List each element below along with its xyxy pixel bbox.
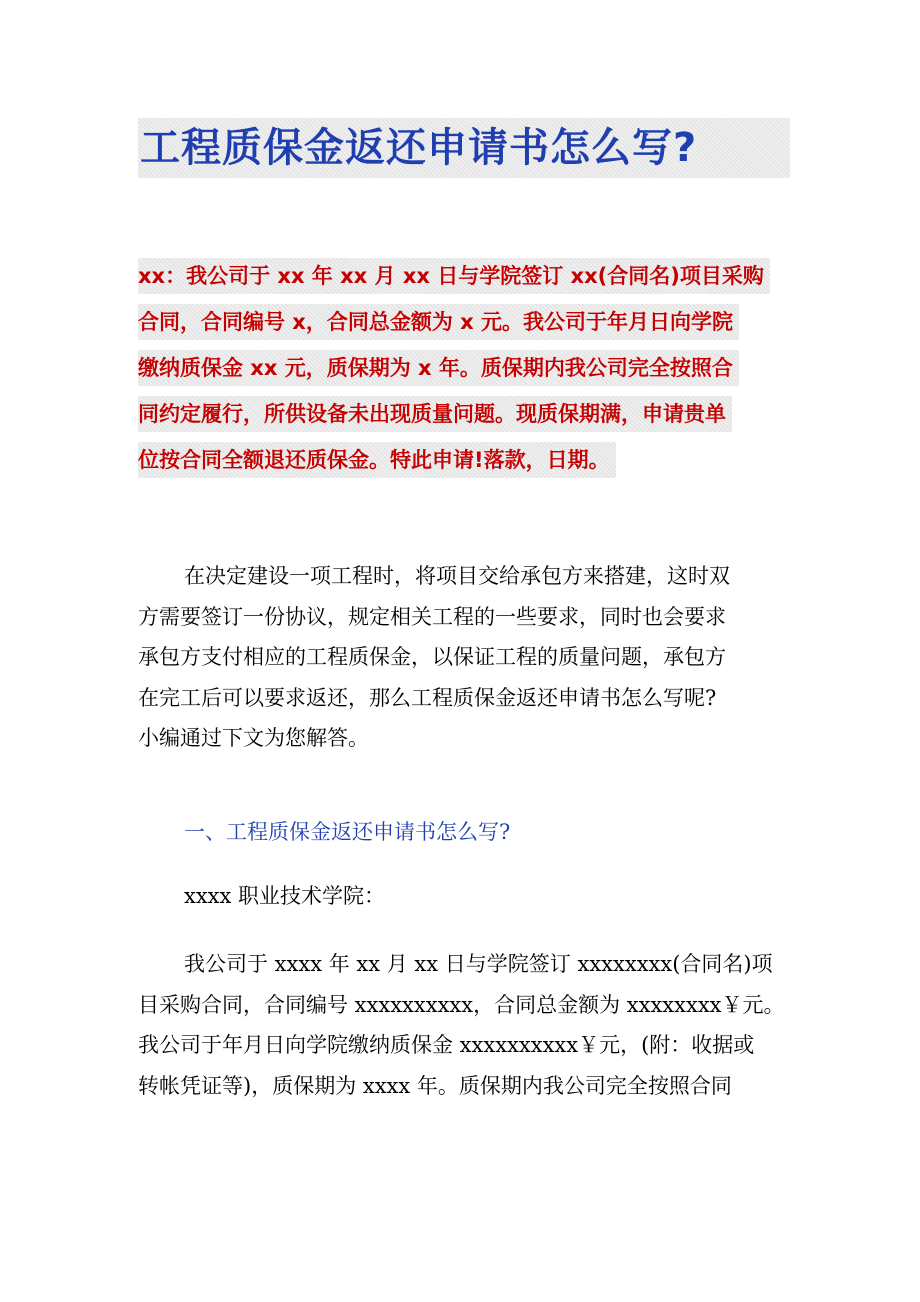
document-title: 工程质保金返还申请书怎么写? xyxy=(140,125,698,171)
summary-line: 合同，合同编号 x，合同总金额为 x 元。我公司于年月日向学院 xyxy=(138,304,739,340)
section-heading: 一、工程质保金返还申请书怎么写? xyxy=(184,820,511,844)
summary-line: 缴纳质保金 xx 元，质保期为 x 年。质保期内我公司完全按照合 xyxy=(138,350,739,386)
summary-paragraph xyxy=(138,258,770,488)
intro-line: 在决定建设一项工程时，将项目交给承包方来搭建，这时双 xyxy=(184,564,730,588)
intro-line: 在完工后可以要求返还，那么工程质保金返还申请书怎么写呢? xyxy=(138,685,717,710)
letter-line: 我公司于 xxxx 年 xx 月 xx 日与学院签订 xxxxxxxx(合同名)项 xyxy=(184,952,773,976)
summary-line: 位按合同全额退还质保金。特此申请!落款，日期。 xyxy=(138,442,616,478)
intro-line: 方需要签订一份协议，规定相关工程的一些要求，同时也会要求 xyxy=(138,604,726,629)
intro-line: 承包方支付相应的工程质保金，以保证工程的质量问题，承包方 xyxy=(138,645,726,669)
letter-line: 转帐凭证等)，质保期为 xxxx 年。质保期内我公司完全按照合同 xyxy=(138,1073,732,1098)
summary-line: xx：我公司于 xx 年 xx 月 xx 日与学院签订 xx(合同名)项目采购 xyxy=(138,258,770,294)
intro-paragraph xyxy=(138,556,788,759)
intro-line: 小编通过下文为您解答。 xyxy=(138,726,369,750)
letter-body xyxy=(138,944,788,1106)
letter-line: 我公司于年月日向学院缴纳质保金 xxxxxxxxxx￥元，(附：收据或 xyxy=(138,1033,755,1057)
letter-addressee: xxxx 职业技术学院： xyxy=(184,884,386,908)
letter-line: 目采购合同，合同编号 xxxxxxxxxx，合同总金额为 xxxxxxxx￥元。 xyxy=(138,992,785,1017)
summary-line: 同约定履行，所供设备未出现质量问题。现质保期满，申请贵单 xyxy=(138,396,732,432)
